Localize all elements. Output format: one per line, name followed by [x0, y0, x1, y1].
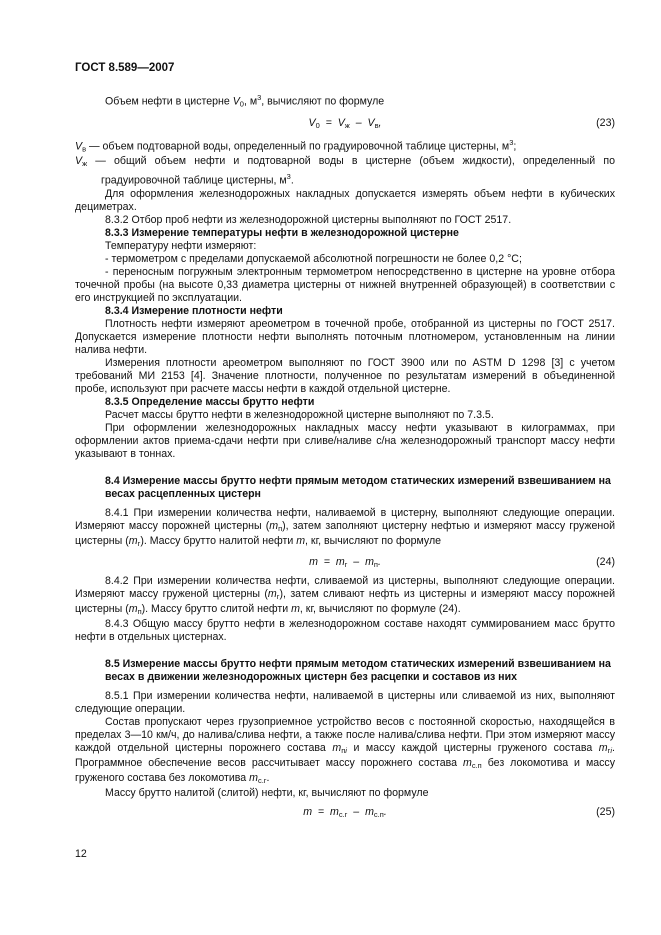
standard-header: ГОСТ 8.589—2007 [75, 62, 175, 74]
paragraph: 8.4.3 Общую массу брутто нефти в железнодорожном составе находят суммированием масс брутто нефти в отдельных цистернах. [75, 617, 615, 643]
paragraph: 8.3.2 Отбор проб нефти из железнодорожной цистерны выполняют по ГОСТ 2517. [105, 213, 512, 226]
formula-number: (24) [596, 555, 615, 568]
page-body [75, 91, 615, 825]
formula-number: (25) [596, 805, 615, 818]
section-heading: 8.3.4 Измерение плотности нефти [105, 304, 283, 317]
section-heading: 8.5 Измерение массы брутто нефти прямым методом статических измерений взвешиванием на весах в движении железнодорожных цистерн без расцепки и составов из них [105, 657, 611, 683]
formula-number: (23) [596, 116, 615, 129]
paragraph: 8.4.1 При измерении количества нефти, наливаемой в цистерну, выполняют следующие операции. Измеряют массу порожней цистерны $(m_п)$, затем заполняют цистерну нефтью и измеряют массу груженой цистерны $(m_г)$. Массу брутто налитой нефти m, кг, вычисляют по формуле [75, 506, 615, 548]
paragraph: Измерения плотности ареометром выполняют по ГОСТ 3900 или по ASTM D 1298 [3] с учетом требований МИ 2153 [4]. Значение плотности, полученное по результатам измерений в объединенной пробе, используют при расчете массы нефти в каждой отдельной цистерне. [75, 356, 615, 395]
paragraph: Для оформления железнодорожных накладных допускается измерять объем нефти в кубических дециметрах. [75, 187, 615, 213]
paragraph: 8.4.2 При измерении количества нефти, сливаемой из цистерны, выполняют следующие операции. Измеряют массу груженой цистерны $(m_г)$, затем сливают нефть из цистерны и измеряют массу порожней цистерны $(m_п)$. Массу брутто слитой нефти m, кг, вычисляют по формуле (24). [75, 574, 615, 616]
paragraph: При оформлении железнодорожных накладных массу нефти указывают в килограммах, при оформлении актов приема-сдачи нефти при сливе/наливе с/на железнодорожный транспорт массу нефти указывают в тоннах. [75, 421, 615, 460]
formula-25: $m = m_{с.г} - m_{с.п}$. (25) [303, 805, 615, 819]
paragraph: Массу брутто налитой (слитой) нефти, кг, вычисляют по формуле [105, 786, 429, 799]
paragraph: Плотность нефти измеряют ареометром в точечной пробе, отобранной из цистерны по ГОСТ 2517. Допускается измерение плотности нефти выполнять поточным плотномером, установленным на линии налива нефти. [75, 317, 615, 356]
definition: $V_ж$ — общий объем нефти и подтоварной воды в цистерне (объем жидкости), определенный по градуировочной таблице цистерны, $м^3$. [75, 155, 615, 187]
paragraph: 8.5.1 При измерении количества нефти, наливаемой в цистерны или сливаемой из них, выполняют следующие операции. [75, 689, 615, 715]
definition: $V_в$ — объем подтоварной воды, определенный по градуировочной таблице цистерны, $м^3$; [75, 137, 517, 154]
section-heading: 8.3.3 Измерение температуры нефти в железнодорожной цистерне [105, 226, 459, 239]
formula-24: $m = m_г - m_п$. (24) [309, 555, 615, 569]
paragraph: Объем нефти в цистерне $V_0$, $м^3$, вычисляют по формуле [105, 93, 385, 109]
list-item: - переносным погружным электронным термометром непосредственно в цистерне на уровне отбора точечной пробы (на высоте 0,33 диаметра цистерны от нижней внутренней образующей) в соответствии с его инструкцией по эксплуатации. [75, 265, 615, 304]
paragraph: Состав пропускают через грузоприемное устройство весов с постоянной скоростью, находящейся в пределах 3—10 км/ч, до налива/слива нефти, а также после налива/слива нефти. При этом измеряют массу каждой отдельной цистерны порожнего состава $m_{пi}$ и массу каждой цистерны груженого состава $m_{гi}$. Программное обеспечение весов рассчитывает массу порожнего состава $m_{с.п}$ без локомотива и массу груженого состава без локомотива $m_{с.г}$. [75, 715, 616, 785]
section-heading: 8.3.5 Определение массы брутто нефти [105, 395, 315, 408]
section-heading: 8.4 Измерение массы брутто нефти прямым методом статических измерений взвешиванием на весах расцепленных цистерн [105, 474, 611, 500]
formula-23: $V_0 = V_ж - V_в$, (23) [308, 116, 615, 130]
paragraph: Расчет массы брутто нефти в железнодорожной цистерне выполняют по 7.3.5. [105, 408, 494, 421]
list-item: - термометром с пределами допускаемой абсолютной погрешности не более 0,2 °С; [105, 252, 522, 265]
page-number: 12 [75, 848, 87, 860]
paragraph: Температуру нефти измеряют: [105, 239, 257, 252]
